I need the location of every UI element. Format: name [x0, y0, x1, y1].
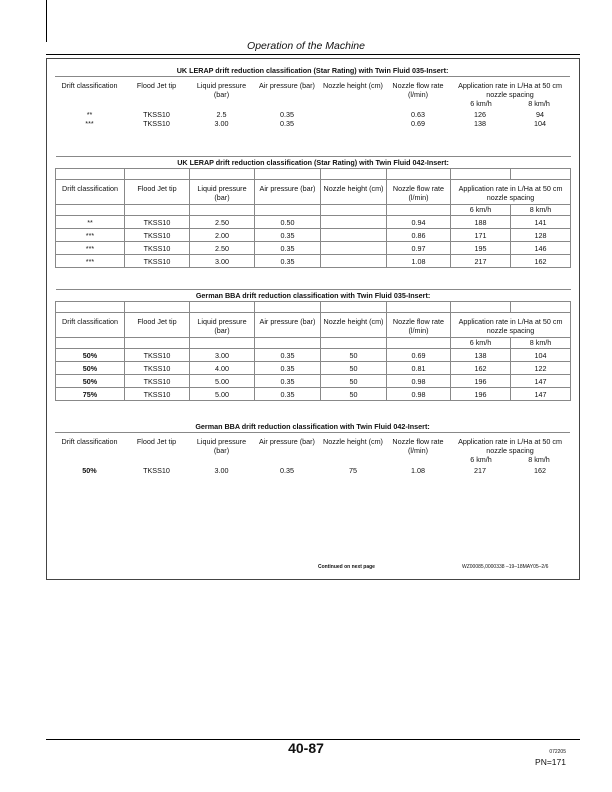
table-title: German BBA drift reduction classification with Twin Fluid 042-Insert:	[55, 421, 570, 433]
col-air: Air pressure (bar)	[255, 180, 321, 205]
col-flow: Nozzle flow rate (l/min)	[387, 180, 451, 205]
col-liquid: Liquid pressure (bar)	[196, 81, 247, 99]
col-height: Nozzle height (cm)	[321, 180, 387, 205]
col-air: Air pressure (bar)	[259, 437, 315, 446]
col-height: Nozzle height (cm)	[323, 81, 383, 90]
col-liquid: Liquid pressure (bar)	[190, 313, 255, 338]
table-row: *** TKSS10 2.00 0.35 0.86 171 128	[56, 229, 571, 242]
col-tip: Flood Jet tip	[125, 180, 190, 205]
table-row: *** TKSS10 3.00 0.35 0.69 138 104	[85, 119, 547, 128]
table-german-bba-042	[55, 421, 570, 475]
col-drift: Drift classification	[56, 313, 125, 338]
col-flow: Nozzle flow rate (l/min)	[392, 437, 444, 455]
col-flow: Nozzle flow rate (l/min)	[392, 81, 444, 99]
left-margin-rule	[46, 0, 47, 42]
page-number: 40-87	[288, 740, 324, 756]
col-tip: Flood Jet tip	[136, 437, 177, 446]
table-title: UK LERAP drift reduction classification (Star Rating) with Twin Fluid 035-Insert:	[55, 65, 570, 77]
col-tip: Flood Jet tip	[136, 81, 177, 90]
col-height: Nozzle height (cm)	[323, 437, 383, 446]
table-uk-lerap-042: UK LERAP drift reduction classification (Star Rating) with Twin Fluid 042-Insert: Drift classification Flood Jet tip Liquid pressure (bar) Air pressure (bar) Nozzle height (cm) Nozzle flow rate (l/min) Application rate in L/Ha at 50 cm nozzle spacing 6 km/h 8 km/h ** TKSS10 2.50 0.50 0.94 188 141 *** TKSS10 2.00 0.35 0.86 171 128 *** TKSS10 2.50 0.35 0.97 195 146 *** TKSS10 3.00 0.35 1.08 217 162	[55, 156, 571, 268]
col-liquid: Liquid pressure (bar)	[196, 437, 247, 455]
table-row: 50% TKSS10 4.00 0.35 50 0.81 162 122	[56, 362, 571, 375]
col-app: Application rate in L/Ha at 50 cm nozzle spacing	[451, 313, 571, 338]
section-title: Operation of the Machine	[247, 40, 365, 52]
col-flow: Nozzle flow rate (l/min)	[387, 313, 451, 338]
table-row: ** TKSS10 2.50 0.50 0.94 188 141	[56, 216, 571, 229]
table-row: *** TKSS10 3.00 0.35 1.08 217 162	[56, 255, 571, 268]
document-reference: WZ00085,0000338 –19–18MAY05–2/6	[462, 564, 549, 570]
col-height: Nozzle height (cm)	[321, 313, 387, 338]
header-rule	[46, 54, 580, 55]
col-app: Application rate in L/Ha at 50 cm nozzle spacing 6 km/h 8 km/h	[458, 81, 562, 108]
table-row: ** TKSS10 2.5 0.35 0.63 126 94	[86, 110, 545, 119]
table-title: UK LERAP drift reduction classification (Star Rating) with Twin Fluid 042-Insert:	[56, 157, 571, 169]
col-air: Air pressure (bar)	[259, 81, 315, 90]
col-drift: Drift classification	[56, 180, 125, 205]
col-app: Application rate in L/Ha at 50 cm nozzle spacing	[451, 180, 571, 205]
table-uk-lerap-035	[55, 65, 570, 128]
col-liquid: Liquid pressure (bar)	[190, 180, 255, 205]
table-row: *** TKSS10 2.50 0.35 0.97 195 146	[56, 242, 571, 255]
table-title: German BBA drift reduction classification with Twin Fluid 035-Insert:	[56, 290, 571, 302]
col-air: Air pressure (bar)	[255, 313, 321, 338]
table-row: 50% TKSS10 3.00 0.35 50 0.69 138 104	[56, 349, 571, 362]
col-tip: Flood Jet tip	[125, 313, 190, 338]
table-row: 50% TKSS10 5.00 0.35 50 0.98 196 147	[56, 375, 571, 388]
col-drift: Drift classification	[61, 81, 118, 90]
content-frame	[46, 58, 580, 580]
table-row: 50% TKSS10 3.00 0.35 75 1.08 217 162	[82, 466, 547, 475]
date-code: 072205	[549, 749, 566, 755]
table-german-bba-035: German BBA drift reduction classification with Twin Fluid 035-Insert: Drift classification Flood Jet tip Liquid pressure (bar) Air pressure (bar) Nozzle height (cm) Nozzle flow rate (l/min) Application rate in L/Ha at 50 cm nozzle spacing 6 km/h 8 km/h 50% TKSS10 3.00 0.35 50 0.69 138 104 50% TKSS10 4.00 0.35 50 0.81 162 122 50% TKSS10 5.00 0.35 50 0.98 196 147 75% TKSS10 5.00 0.35 50 0.98 196 147	[55, 289, 571, 401]
table-row: 75% TKSS10 5.00 0.35 50 0.98 196 147	[56, 388, 571, 401]
continued-note: Continued on next page	[318, 564, 375, 570]
col-drift: Drift classification	[61, 437, 118, 446]
pn-code: PN=171	[535, 757, 566, 767]
col-app: Application rate in L/Ha at 50 cm nozzle spacing 6 km/h 8 km/h	[458, 437, 562, 464]
